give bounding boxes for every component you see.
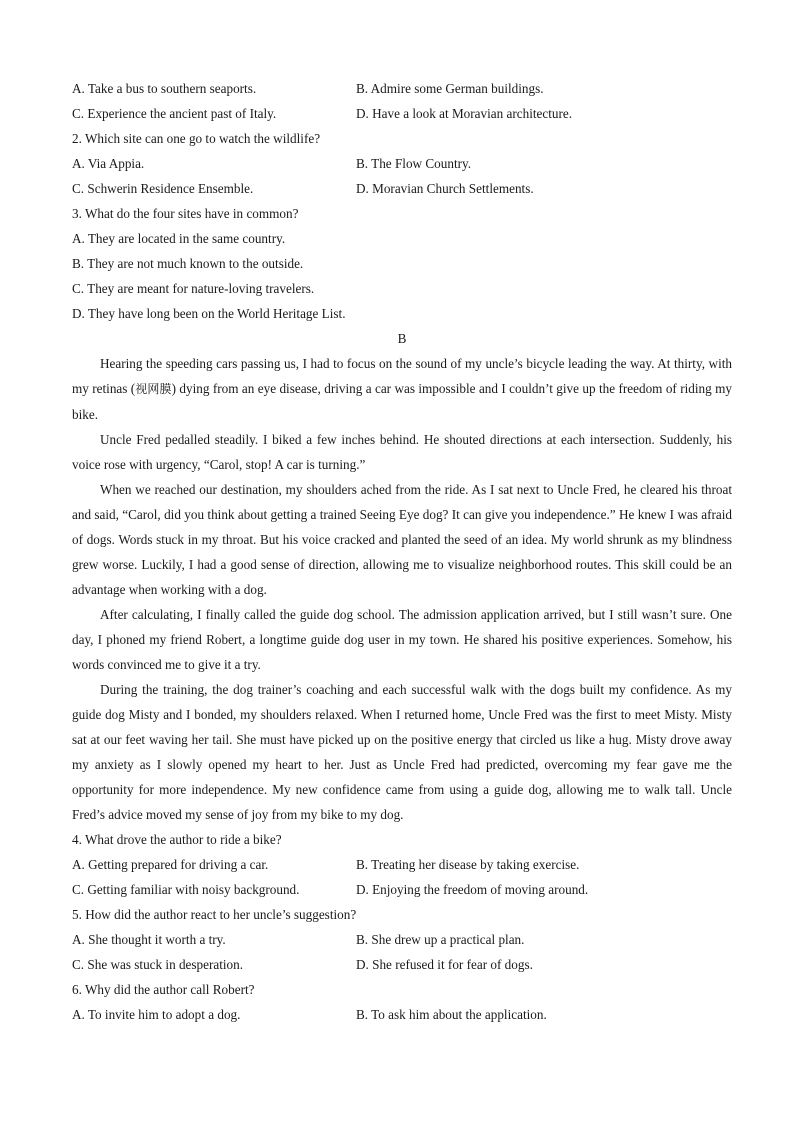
q4-option-d: D. Enjoying the freedom of moving around.	[356, 882, 589, 897]
q1-option-d: D. Have a look at Moravian architecture.	[356, 106, 573, 121]
q1-options-row-ab	[72, 76, 732, 101]
passage-paragraph-2: Uncle Fred pedalled steadily. I biked a few inches behind. He shouted directions at each intersection. Suddenly, his voice rose with urgency, “Carol, stop! A car is turning.”	[72, 432, 732, 472]
q1-option-a: A. Take a bus to southern seaports.	[72, 81, 257, 96]
q2-options-row-cd	[72, 176, 732, 201]
q3-option-d: D. They have long been on the World Heritage List.	[72, 306, 346, 321]
q2-option-a: A. Via Appia.	[72, 156, 145, 171]
q5-option-c: C. She was stuck in desperation.	[72, 957, 244, 972]
q5-options-row-cd	[72, 952, 732, 977]
q1-option-c: C. Experience the ancient past of Italy.	[72, 106, 277, 121]
q3-option-b: B. They are not much known to the outside.	[72, 256, 304, 271]
q2-option-d: D. Moravian Church Settlements.	[356, 181, 534, 196]
q3-stem: 3. What do the four sites have in common?	[72, 206, 299, 221]
q6-stem: 6. Why did the author call Robert?	[72, 982, 255, 997]
q4-stem: 4. What drove the author to ride a bike?	[72, 832, 282, 847]
document-page	[72, 76, 732, 1027]
q3-option-c: C. They are meant for nature-loving travelers.	[72, 281, 315, 296]
q2-options-row-ab	[72, 151, 732, 176]
q4-options-row-ab	[72, 852, 732, 877]
q4-option-c: C. Getting familiar with noisy background.	[72, 882, 300, 897]
q6-option-a: A. To invite him to adopt a dog.	[72, 1007, 241, 1022]
q1-option-b: B. Admire some German buildings.	[356, 81, 544, 96]
q3-option-a: A. They are located in the same country.	[72, 231, 286, 246]
q1-options-row-cd	[72, 101, 732, 126]
passage-p1-part-b: ) dying from an eye disease, driving a car was impossible and I couldn’t give up the freedom of riding my bike.	[72, 381, 732, 422]
q2-stem: 2. Which site can one go to watch the wildlife?	[72, 131, 321, 146]
q6-option-b: B. To ask him about the application.	[356, 1007, 547, 1022]
passage-paragraph-4: After calculating, I finally called the guide dog school. The admission application arrived, but I still wasn’t sure. One day, I phoned my friend Robert, a longtime guide dog user in my town. He shared his positive experiences. Somehow, his words convinced me to give it a try.	[72, 607, 732, 672]
passage-p1-chinese-gloss: 视网膜	[135, 382, 172, 396]
q6-options-row-ab	[72, 1002, 732, 1027]
q2-option-c: C. Schwerin Residence Ensemble.	[72, 181, 254, 196]
q5-option-d: D. She refused it for fear of dogs.	[356, 957, 533, 972]
passage-p1-part-a: Hearing the speeding cars passing us, I had to focus on the sound of my uncle’s bicycle leading the way. At thirty, with my retinas (	[72, 356, 732, 396]
q4-options-row-cd	[72, 877, 732, 902]
passage-paragraph-3: When we reached our destination, my shoulders ached from the ride. As I sat next to Uncle Fred, he cleared his throat and said, “Carol, did you think about getting a trained Seeing Eye dog? It can give you independence.” He knew I was afraid of dogs. Words stuck in my throat. But his voice cracked and planted the seed of an idea. My world shrunk as my blindness grew worse. Luckily, I had a good sense of direction, allowing me to visualize neighborhood routes. This skill could be an advantage when working with a dog.	[72, 482, 732, 597]
q4-option-b: B. Treating her disease by taking exercise.	[356, 857, 580, 872]
passage-paragraph-1	[72, 351, 732, 427]
section-b-title: B	[397, 331, 407, 346]
q5-option-a: A. She thought it worth a try.	[72, 932, 226, 947]
q5-option-b: B. She drew up a practical plan.	[356, 932, 525, 947]
q5-stem: 5. How did the author react to her uncle’s suggestion?	[72, 907, 357, 922]
passage-paragraph-5: During the training, the dog trainer’s coaching and each successful walk with the dogs built my confidence. As my guide dog Misty and I bonded, my shoulders relaxed. When I returned home, Uncle Fred was the first to meet Misty. Misty sat at our feet waving her tail. She must have picked up on the positive energy that circled us like a hug. Misty drove away my anxiety as I slowly opened my heart to her. Just as Uncle Fred had predicted, overcoming my fear gave me the opportunity for more independence. My new confidence came from using a guide dog, allowing me to walk tall. Uncle Fred’s advice moved my sense of joy from my bike to my dog.	[72, 682, 732, 822]
q2-option-b: B. The Flow Country.	[356, 156, 472, 171]
q5-options-row-ab	[72, 927, 732, 952]
q4-option-a: A. Getting prepared for driving a car.	[72, 857, 269, 872]
